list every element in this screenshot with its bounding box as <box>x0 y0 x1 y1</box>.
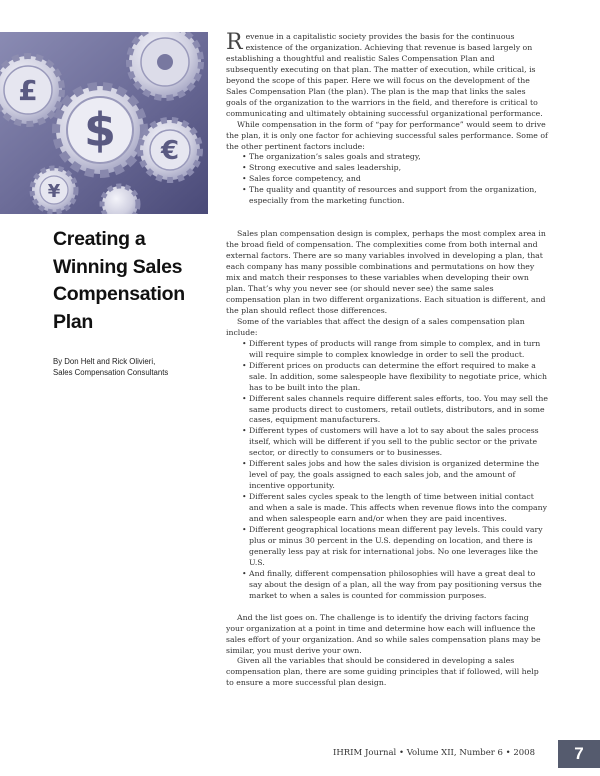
paragraph: And the list goes on. The challenge is to identify the driving factors facing your organization at a point in time and determine how each will influence the sales effort of your organization. And so while sales compensation plans may be similar, you must derive your own. <box>226 612 541 655</box>
euro-symbol: € <box>160 136 180 166</box>
paragraph-intro-text: evenue in a capitalistic society provides the basis for the continuous existence of the organization. Achieving that revenue is based largely on establishing a thoughtful and realistic Sales Compensation Plan and subsequently executing on that plan. The matter of execution, while critical, is beyond the scope of this paper. Here we will focus on the development of the Sales Compensation Plan (the plan). The plan is the map that links the sales goals of the organization to the warriors in the field, and therefore is critical to communicating and ultimately obtaining successful organizational performance. <box>226 32 543 118</box>
list-item: • Different sales channels require different sales efforts, too. You may sell the same products direct to customers, retail outlets, distributors, and in some cases, equipment manufacturers. <box>242 394 548 427</box>
title-line: Plan <box>53 310 93 333</box>
journal-info: IHRIM Journal • Volume XII, Number 6 • 2008 <box>333 748 535 758</box>
paragraph-intro <box>226 32 548 120</box>
drop-cap: R <box>226 30 243 55</box>
list-item: • Different types of products will range from simple to complex, and in turn will require simple to complex knowledge in order to sell the product. <box>242 339 548 361</box>
title-line: Compensation <box>53 283 185 305</box>
list-item: • Sales force competency, and <box>242 174 548 185</box>
title-line: Creating a <box>53 228 146 250</box>
gears-currency-illustration <box>0 32 208 214</box>
paragraph: Sales plan compensation design is complex, perhaps the most complex area in the broad field of compensation. The complexities come from both internal and external factors. There are so many variables involved in developing a plan, that each company has many possible combinations and permutations on how they mix and match their responses to these variables when developing their own plan. That’s why you never see (or should never see) the same sales compensation plan in two different organizations. Each situation is different, and the plan should reflect those differences. <box>226 229 546 315</box>
dollar-symbol: $ <box>83 103 117 157</box>
title-line: Winning Sales <box>53 255 183 278</box>
list-item: • Different sales cycles speak to the length of time between initial contact and when a sale is made. This affects when revenue flows into the company and when salespeople earn and/or when they are paid incentives. <box>242 492 548 525</box>
paragraph: While compensation in the form of “pay for performance” would seem to drive the plan, it is only one factor for achieving successful sales performance. Some of the other pertinent factors include: <box>226 119 548 151</box>
byline-affiliation: Sales Compensation Consultants <box>53 368 169 377</box>
page-footer <box>0 740 600 776</box>
pound-symbol: £ <box>18 74 38 107</box>
byline <box>53 356 213 378</box>
list-item: • And finally, different compensation philosophies will have a great deal to say about the design of a plan, all the way from pay positioning versus the market to when a sales is counted for commission purposes. <box>242 569 548 602</box>
variables-list <box>226 339 548 602</box>
page-number: 7 <box>558 740 600 768</box>
article-body <box>226 32 548 689</box>
list-item: • Different types of customers will have a lot to say about the sales process itself, which will be different if you sell to the public sector or the private sector, or directly to consumers or to businesses. <box>242 426 548 459</box>
factors-list <box>226 152 548 207</box>
paragraph: Given all the variables that should be considered in developing a sales compensation plan, there are some guiding principles that if followed, will help to ensure a more successful plan design. <box>226 656 539 688</box>
list-item: • The organization’s sales goals and strategy, <box>242 152 548 163</box>
article-title <box>53 226 213 336</box>
list-item: • Strong executive and sales leadership, <box>242 163 548 174</box>
yen-symbol: ¥ <box>47 181 61 202</box>
title-block <box>53 226 213 378</box>
list-item: • Different sales jobs and how the sales division is organized determine the level of pay, the goals assigned to each sales job, and the amount of incentive opportunity. <box>242 459 548 492</box>
paragraph: Some of the variables that affect the design of a sales compensation plan include: <box>226 316 525 337</box>
byline-authors: By Don Helt and Rick Olivieri, <box>53 357 156 366</box>
list-item: • Different prices on products can determine the effort required to make a sale. In addition, some salespeople have flexibility to negotiate price, which has to be built into the plan. <box>242 361 548 394</box>
list-item: • Different geographical locations mean different pay levels. This could vary plus or minus 30 percent in the U.S. depending on location, and there is generally less pay at risk for international jobs. No one leverages like the U.S. <box>242 525 548 569</box>
list-item: • The quality and quantity of resources and support from the organization, especially from the marketing function. <box>242 185 548 207</box>
